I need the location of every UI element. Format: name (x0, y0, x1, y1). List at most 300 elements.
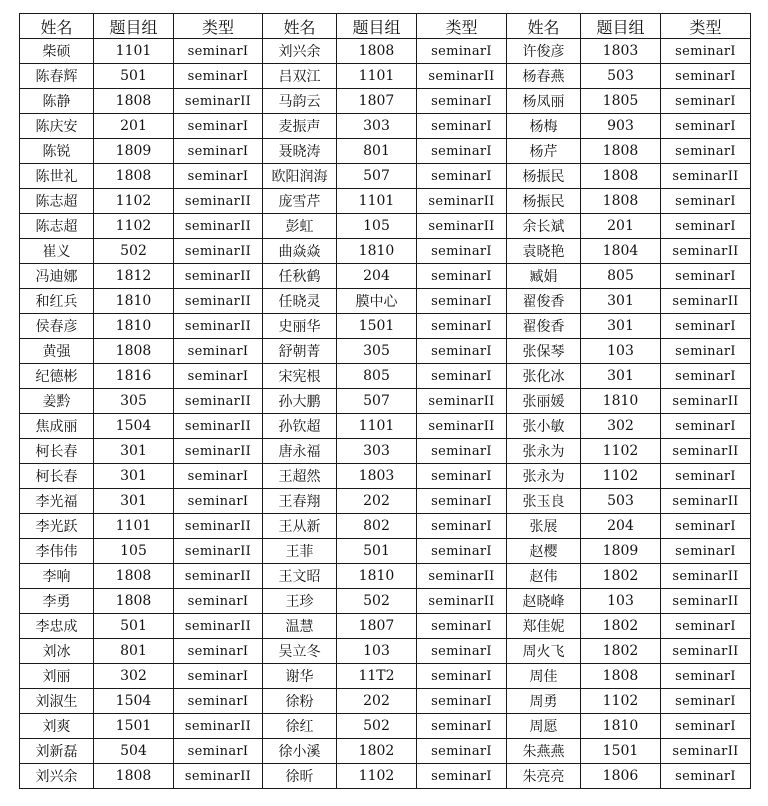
table-row (20, 89, 751, 114)
group-cell: 1501 (337, 314, 417, 339)
type-cell: seminarI (661, 314, 751, 339)
table-row (20, 639, 751, 664)
group-cell: 1808 (581, 164, 661, 189)
type-cell: seminarI (174, 64, 263, 89)
name-cell: 柴硕 (20, 39, 94, 64)
name-cell: 刘爽 (20, 714, 94, 739)
table-row (20, 439, 751, 464)
name-cell: 周火飞 (507, 639, 581, 664)
table-body (20, 39, 751, 789)
group-cell: 1810 (581, 389, 661, 414)
group-cell: 1809 (94, 139, 174, 164)
table-row (20, 339, 751, 364)
type-cell: seminarII (661, 639, 751, 664)
group-cell: 11T2 (337, 664, 417, 689)
name-cell: 徐昕 (263, 764, 337, 789)
group-cell: 301 (581, 314, 661, 339)
type-cell: seminarI (417, 39, 507, 64)
type-cell: seminarII (661, 239, 751, 264)
name-cell: 许俊彦 (507, 39, 581, 64)
type-cell: seminarI (417, 664, 507, 689)
type-cell: seminarII (174, 539, 263, 564)
group-cell: 302 (94, 664, 174, 689)
type-cell: seminarII (174, 239, 263, 264)
type-cell: seminarII (417, 414, 507, 439)
type-cell: seminarI (661, 689, 751, 714)
type-cell: seminarI (661, 664, 751, 689)
group-cell: 507 (337, 389, 417, 414)
name-cell: 张丽媛 (507, 389, 581, 414)
type-cell: seminarII (417, 389, 507, 414)
table-row (20, 164, 751, 189)
type-cell: seminarI (174, 739, 263, 764)
name-cell: 纪德彬 (20, 364, 94, 389)
group-cell: 502 (94, 239, 174, 264)
group-cell: 1101 (337, 189, 417, 214)
group-cell: 1102 (581, 439, 661, 464)
group-cell: 305 (94, 389, 174, 414)
group-cell: 105 (94, 539, 174, 564)
name-cell: 张玉良 (507, 489, 581, 514)
group-cell: 801 (337, 139, 417, 164)
group-cell: 103 (581, 589, 661, 614)
name-cell: 柯长春 (20, 439, 94, 464)
group-cell: 105 (337, 214, 417, 239)
group-cell: 501 (94, 64, 174, 89)
name-cell: 焦成丽 (20, 414, 94, 439)
type-cell: seminarI (417, 689, 507, 714)
group-cell: 1808 (581, 189, 661, 214)
table-row (20, 64, 751, 89)
group-cell: 1808 (94, 764, 174, 789)
name-cell: 麦振声 (263, 114, 337, 139)
type-cell: seminarI (661, 214, 751, 239)
group-cell: 1809 (581, 539, 661, 564)
group-cell: 201 (94, 114, 174, 139)
name-cell: 孙大鹏 (263, 389, 337, 414)
table-row (20, 514, 751, 539)
group-cell: 103 (581, 339, 661, 364)
name-cell: 杨振民 (507, 189, 581, 214)
name-cell: 聂晓涛 (263, 139, 337, 164)
type-cell: seminarII (174, 89, 263, 114)
name-cell: 张永为 (507, 464, 581, 489)
type-cell: seminarI (661, 614, 751, 639)
table-row (20, 39, 751, 64)
group-cell: 1816 (94, 364, 174, 389)
header-name-2: 姓名 (263, 14, 337, 39)
name-cell: 刘淑生 (20, 689, 94, 714)
header-group-1: 题目组 (94, 14, 174, 39)
group-cell: 301 (94, 464, 174, 489)
name-cell: 欧阳润海 (263, 164, 337, 189)
table-row (20, 414, 751, 439)
name-cell: 王春翔 (263, 489, 337, 514)
group-cell: 1101 (337, 414, 417, 439)
name-cell: 朱亮亮 (507, 764, 581, 789)
type-cell: seminarI (417, 764, 507, 789)
type-cell: seminarII (174, 614, 263, 639)
group-cell: 1812 (94, 264, 174, 289)
table-row (20, 714, 751, 739)
table-row (20, 489, 751, 514)
name-cell: 赵伟 (507, 564, 581, 589)
name-cell: 崔义 (20, 239, 94, 264)
table-row (20, 239, 751, 264)
name-cell: 姜黔 (20, 389, 94, 414)
type-cell: seminarII (174, 439, 263, 464)
type-cell: seminarII (661, 164, 751, 189)
type-cell: seminarI (174, 589, 263, 614)
name-cell: 温慧 (263, 614, 337, 639)
group-cell: 303 (337, 114, 417, 139)
type-cell: seminarI (417, 464, 507, 489)
type-cell: seminarII (174, 264, 263, 289)
type-cell: seminarI (417, 614, 507, 639)
type-cell: seminarII (661, 489, 751, 514)
type-cell: seminarI (661, 139, 751, 164)
name-cell: 杨振民 (507, 164, 581, 189)
header-name-1: 姓名 (20, 14, 94, 39)
table-row (20, 539, 751, 564)
name-cell: 刘冰 (20, 639, 94, 664)
group-cell: 301 (581, 289, 661, 314)
name-cell: 任秋鹤 (263, 264, 337, 289)
name-cell: 唐永福 (263, 439, 337, 464)
name-cell: 赵晓峰 (507, 589, 581, 614)
name-cell: 余长斌 (507, 214, 581, 239)
type-cell: seminarI (417, 164, 507, 189)
type-cell: seminarI (661, 714, 751, 739)
type-cell: seminarII (174, 214, 263, 239)
name-cell: 刘兴余 (20, 764, 94, 789)
group-cell: 1808 (581, 139, 661, 164)
group-cell: 1101 (337, 64, 417, 89)
name-cell: 杨春燕 (507, 64, 581, 89)
table-row (20, 464, 751, 489)
name-cell: 杨凤丽 (507, 89, 581, 114)
name-cell: 王文昭 (263, 564, 337, 589)
group-cell: 1807 (337, 614, 417, 639)
type-cell: seminarII (661, 739, 751, 764)
name-cell: 杨梅 (507, 114, 581, 139)
group-cell: 302 (581, 414, 661, 439)
type-cell: seminarI (174, 364, 263, 389)
name-cell: 陈庆安 (20, 114, 94, 139)
name-cell: 黄强 (20, 339, 94, 364)
type-cell: seminarI (417, 89, 507, 114)
group-cell: 1808 (94, 164, 174, 189)
type-cell: seminarII (661, 564, 751, 589)
table-row (20, 314, 751, 339)
group-cell: 503 (581, 64, 661, 89)
group-cell: 501 (337, 539, 417, 564)
type-cell: seminarI (417, 639, 507, 664)
group-cell: 1102 (337, 764, 417, 789)
table-row (20, 139, 751, 164)
name-cell: 柯长春 (20, 464, 94, 489)
name-cell: 陈志超 (20, 214, 94, 239)
group-cell: 1101 (94, 514, 174, 539)
name-cell: 周佳 (507, 664, 581, 689)
type-cell: seminarI (417, 314, 507, 339)
name-cell: 和红兵 (20, 289, 94, 314)
group-cell: 1504 (94, 414, 174, 439)
group-cell: 303 (337, 439, 417, 464)
group-cell: 1102 (581, 689, 661, 714)
group-cell: 1810 (581, 714, 661, 739)
group-cell: 202 (337, 489, 417, 514)
group-cell: 502 (337, 714, 417, 739)
name-cell: 袁晓艳 (507, 239, 581, 264)
table-row (20, 389, 751, 414)
table-row (20, 564, 751, 589)
type-cell: seminarI (417, 289, 507, 314)
type-cell: seminarII (174, 414, 263, 439)
group-cell: 204 (337, 264, 417, 289)
group-cell: 1808 (94, 89, 174, 114)
name-cell: 马韵云 (263, 89, 337, 114)
group-cell: 805 (337, 364, 417, 389)
type-cell: seminarI (661, 264, 751, 289)
group-cell: 305 (337, 339, 417, 364)
group-cell: 1802 (581, 639, 661, 664)
table-row (20, 689, 751, 714)
header-type-3: 类型 (661, 14, 751, 39)
name-cell: 李响 (20, 564, 94, 589)
type-cell: seminarII (174, 564, 263, 589)
type-cell: seminarI (661, 339, 751, 364)
group-cell: 507 (337, 164, 417, 189)
name-cell: 彭虹 (263, 214, 337, 239)
group-cell: 1807 (337, 89, 417, 114)
name-cell: 徐红 (263, 714, 337, 739)
table-row (20, 264, 751, 289)
type-cell: seminarI (661, 514, 751, 539)
type-cell: seminarII (417, 564, 507, 589)
type-cell: seminarI (417, 489, 507, 514)
name-cell: 张小敏 (507, 414, 581, 439)
header-group-3: 题目组 (581, 14, 661, 39)
header-row (20, 14, 751, 39)
name-cell: 史丽华 (263, 314, 337, 339)
name-cell: 陈志超 (20, 189, 94, 214)
type-cell: seminarII (174, 514, 263, 539)
name-cell: 翟俊香 (507, 289, 581, 314)
type-cell: seminarII (417, 64, 507, 89)
type-cell: seminarI (174, 664, 263, 689)
group-cell: 1501 (581, 739, 661, 764)
type-cell: seminarI (417, 539, 507, 564)
name-cell: 徐粉 (263, 689, 337, 714)
group-cell: 504 (94, 739, 174, 764)
name-cell: 李光跃 (20, 514, 94, 539)
name-cell: 王从新 (263, 514, 337, 539)
table-row (20, 589, 751, 614)
group-cell: 801 (94, 639, 174, 664)
type-cell: seminarII (174, 714, 263, 739)
name-cell: 陈世礼 (20, 164, 94, 189)
name-cell: 杨芹 (507, 139, 581, 164)
group-cell: 103 (337, 639, 417, 664)
name-cell: 李忠成 (20, 614, 94, 639)
group-cell: 1808 (94, 564, 174, 589)
group-cell: 301 (581, 364, 661, 389)
type-cell: seminarI (417, 239, 507, 264)
name-cell: 刘新磊 (20, 739, 94, 764)
header-group-2: 题目组 (337, 14, 417, 39)
group-cell: 1810 (94, 314, 174, 339)
table-row (20, 764, 751, 789)
type-cell: seminarII (174, 289, 263, 314)
group-cell: 301 (94, 439, 174, 464)
table-row (20, 364, 751, 389)
type-cell: seminarII (417, 214, 507, 239)
group-cell: 202 (337, 689, 417, 714)
group-cell: 1803 (581, 39, 661, 64)
name-cell: 王珍 (263, 589, 337, 614)
name-cell: 曲焱焱 (263, 239, 337, 264)
type-cell: seminarI (174, 114, 263, 139)
type-cell: seminarI (174, 689, 263, 714)
group-cell: 502 (337, 589, 417, 614)
group-cell: 1805 (581, 89, 661, 114)
type-cell: seminarII (174, 314, 263, 339)
name-cell: 任晓灵 (263, 289, 337, 314)
table-row (20, 289, 751, 314)
name-cell: 张化冰 (507, 364, 581, 389)
name-cell: 吕双江 (263, 64, 337, 89)
name-cell: 刘兴余 (263, 39, 337, 64)
type-cell: seminarI (661, 114, 751, 139)
group-cell: 1803 (337, 464, 417, 489)
group-cell: 503 (581, 489, 661, 514)
type-cell: seminarI (417, 439, 507, 464)
type-cell: seminarII (661, 439, 751, 464)
type-cell: seminarI (417, 714, 507, 739)
type-cell: seminarI (417, 339, 507, 364)
table-row (20, 664, 751, 689)
name-cell: 李伟伟 (20, 539, 94, 564)
type-cell: seminarI (661, 189, 751, 214)
name-cell: 周愿 (507, 714, 581, 739)
group-cell: 1810 (337, 239, 417, 264)
type-cell: seminarI (174, 164, 263, 189)
group-cell: 1501 (94, 714, 174, 739)
name-cell: 舒朝菁 (263, 339, 337, 364)
type-cell: seminarI (417, 364, 507, 389)
type-cell: seminarII (174, 764, 263, 789)
table-row (20, 189, 751, 214)
name-cell: 周勇 (507, 689, 581, 714)
type-cell: seminarI (661, 64, 751, 89)
roster-table (19, 13, 751, 789)
group-cell: 1102 (94, 189, 174, 214)
type-cell: seminarII (661, 389, 751, 414)
group-cell: 1808 (581, 664, 661, 689)
table-row (20, 114, 751, 139)
group-cell: 1806 (581, 764, 661, 789)
type-cell: seminarII (661, 589, 751, 614)
type-cell: seminarI (661, 464, 751, 489)
group-cell: 301 (94, 489, 174, 514)
type-cell: seminarII (417, 589, 507, 614)
name-cell: 李勇 (20, 589, 94, 614)
type-cell: seminarI (661, 39, 751, 64)
header-name-3: 姓名 (507, 14, 581, 39)
header-type-2: 类型 (417, 14, 507, 39)
name-cell: 侯春彦 (20, 314, 94, 339)
group-cell: 501 (94, 614, 174, 639)
name-cell: 朱燕燕 (507, 739, 581, 764)
group-cell: 802 (337, 514, 417, 539)
group-cell: 1802 (581, 564, 661, 589)
type-cell: seminarI (174, 39, 263, 64)
type-cell: seminarI (174, 464, 263, 489)
type-cell: seminarI (417, 139, 507, 164)
name-cell: 孙钦超 (263, 414, 337, 439)
type-cell: seminarI (174, 489, 263, 514)
group-cell: 1810 (94, 289, 174, 314)
type-cell: seminarI (174, 639, 263, 664)
name-cell: 谢华 (263, 664, 337, 689)
name-cell: 刘丽 (20, 664, 94, 689)
group-cell: 1802 (581, 614, 661, 639)
type-cell: seminarI (417, 114, 507, 139)
name-cell: 赵樱 (507, 539, 581, 564)
name-cell: 冯迪娜 (20, 264, 94, 289)
type-cell: seminarI (661, 364, 751, 389)
group-cell: 1808 (94, 339, 174, 364)
name-cell: 徐小溪 (263, 739, 337, 764)
name-cell: 张永为 (507, 439, 581, 464)
type-cell: seminarI (417, 739, 507, 764)
group-cell: 204 (581, 514, 661, 539)
type-cell: seminarI (661, 414, 751, 439)
name-cell: 张展 (507, 514, 581, 539)
group-cell: 1102 (581, 464, 661, 489)
group-cell: 1804 (581, 239, 661, 264)
name-cell: 王超然 (263, 464, 337, 489)
group-cell: 1808 (94, 589, 174, 614)
table-row (20, 214, 751, 239)
group-cell: 膜中心 (337, 289, 417, 314)
type-cell: seminarII (174, 189, 263, 214)
group-cell: 201 (581, 214, 661, 239)
group-cell: 1504 (94, 689, 174, 714)
type-cell: seminarII (661, 289, 751, 314)
type-cell: seminarI (417, 514, 507, 539)
name-cell: 臧娟 (507, 264, 581, 289)
name-cell: 陈春辉 (20, 64, 94, 89)
name-cell: 宋宪根 (263, 364, 337, 389)
name-cell: 吴立冬 (263, 639, 337, 664)
type-cell: seminarII (174, 389, 263, 414)
name-cell: 陈锐 (20, 139, 94, 164)
table-row (20, 614, 751, 639)
group-cell: 903 (581, 114, 661, 139)
type-cell: seminarI (174, 139, 263, 164)
group-cell: 1102 (94, 214, 174, 239)
group-cell: 805 (581, 264, 661, 289)
header-type-1: 类型 (174, 14, 263, 39)
type-cell: seminarII (417, 189, 507, 214)
type-cell: seminarI (661, 89, 751, 114)
name-cell: 郑佳妮 (507, 614, 581, 639)
name-cell: 张保琴 (507, 339, 581, 364)
name-cell: 翟俊香 (507, 314, 581, 339)
name-cell: 陈静 (20, 89, 94, 114)
